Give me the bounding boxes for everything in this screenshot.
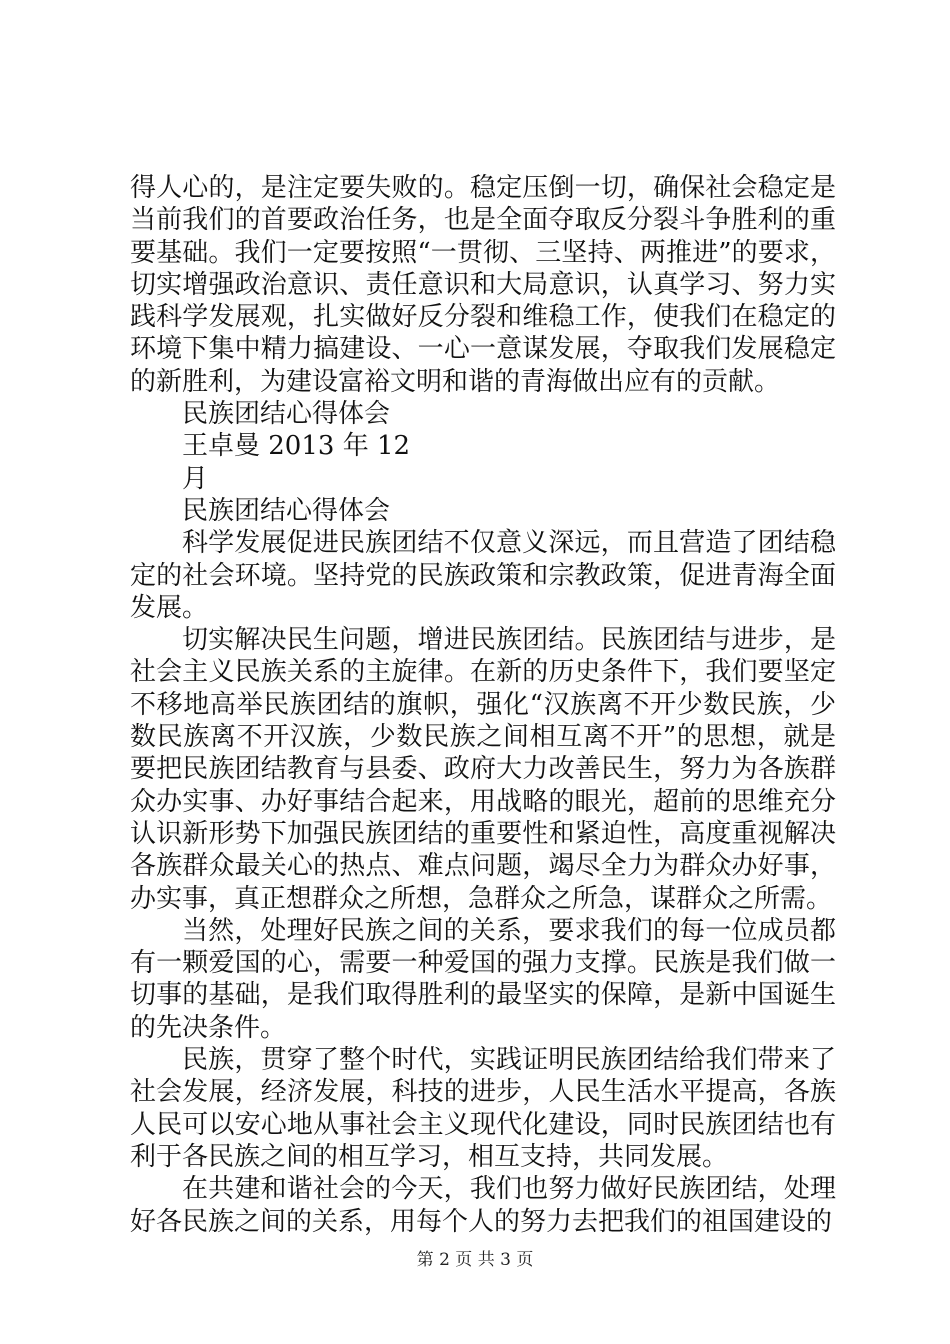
paragraph: 当然，处理好民族之间的关系，要求我们的每一位成员都有一颗爱国的心，需要一种爱国的强力支撑。民族是我们做一切事的基础，是我们取得胜利的最坚实的保障，是新中国诞生的先决条件。	[130, 915, 836, 1043]
paragraph: 科学发展促进民族团结不仅意义深远，而且营造了团结稳定的社会环境。坚持党的民族政策和宗教政策，促进青海全面发展。	[130, 528, 836, 623]
paragraph: 民族，贯穿了整个时代，实践证明民族团结给我们带来了社会发展，经济发展，科技的进步，人民生活水平提高，各族人民可以安心地从事社会主义现代化建设，同时民族团结也有利于各民族之间的相互学习，相互支持，共同发展。	[130, 1045, 836, 1172]
page-number-footer: 第 2 页 共 3 页	[416, 1250, 534, 1270]
author-date-line: 王卓曼 2013 年 12	[182, 431, 411, 462]
heading-title: 民族团结心得体会	[182, 399, 391, 430]
paragraph-continued: 得人心的，是注定要失败的。稳定压倒一切，确保社会稳定是当前我们的首要政治任务，也是全面夺取反分裂斗争胜利的重要基础。我们一定要按照“一贯彻、三坚持、两推进”的要求，切实增强政治意识、责任意识和大局意识，认真学习、努力实践科学发展观，扎实做好反分裂和维稳工作，使我们在稳定的环境下集中精力搞建设、一心一意谋发展，夺取我们发展稳定的新胜利，为建设富裕文明和谐的青海做出应有的贡献。	[130, 173, 836, 397]
heading-title-repeat: 民族团结心得体会	[182, 495, 391, 526]
date-month-line: 月	[182, 463, 209, 494]
paragraph: 在共建和谐社会的今天，我们也努力做好民族团结，处理好各民族之间的关系，用每个人的努力去把我们的祖国建设的	[130, 1174, 836, 1237]
paragraph: 切实解决民生问题，增进民族团结。民族团结与进步，是社会主义民族关系的主旋律。在新的历史条件下，我们要坚定不移地高举民族团结的旗帜，强化“汉族离不开少数民族，少数民族离不开汉族，少数民族之间相互离不开”的思想，就是要把民族团结教育与县委、政府大力改善民生，努力为各族群众办实事、办好事结合起来，用战略的眼光，超前的思维充分认识新形势下加强民族团结的重要性和紧迫性，高度重视解决各族群众最关心的热点、难点问题，竭尽全力为群众办好事，办实事，真正想群众之所想，急群众之所急，谋群众之所需。	[130, 625, 836, 914]
document-body	[130, 172, 836, 1238]
